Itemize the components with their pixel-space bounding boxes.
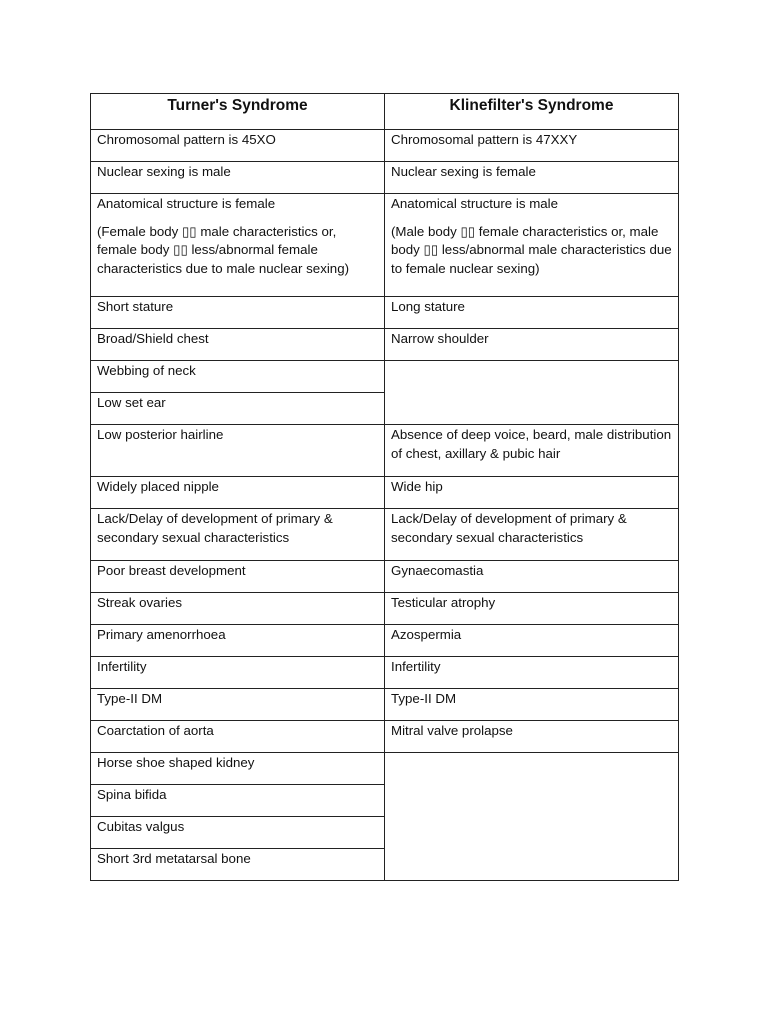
table-cell: Type-II DM: [91, 689, 385, 721]
table-row: [91, 425, 679, 477]
table-row: [91, 130, 679, 162]
table-cell: Streak ovaries: [91, 593, 385, 625]
table-row: [91, 689, 679, 721]
table-cell: Type-II DM: [385, 689, 679, 721]
table-cell: Nuclear sexing is male: [91, 162, 385, 194]
table-row: [91, 477, 679, 509]
table-cell: Webbing of neck: [91, 361, 385, 393]
table-row: [91, 361, 679, 393]
table-cell: Poor breast development: [91, 561, 385, 593]
header-klinefelters: Klinefilter's Syndrome: [385, 94, 679, 130]
table-cell: Gynaecomastia: [385, 561, 679, 593]
table-row: [91, 194, 679, 297]
table-cell: Mitral valve prolapse: [385, 721, 679, 753]
table-cell: Absence of deep voice, beard, male distribution of chest, axillary & pubic hair: [385, 425, 679, 477]
table-cell: Widely placed nipple: [91, 477, 385, 509]
table-row: [91, 593, 679, 625]
table-cell: Lack/Delay of development of primary & secondary sexual characteristics: [385, 509, 679, 561]
table-cell: Anatomical structure is male (Male body ▯▯ female characteristics or, male body ▯▯ less/abnormal male characteristics due to female nuclear sexing): [385, 194, 679, 297]
table-cell: Horse shoe shaped kidney: [91, 753, 385, 785]
cell-note: (Male body ▯▯ female characteristics or, male body ▯▯ less/abnormal male characteristics due to female nuclear sexing): [391, 223, 672, 276]
table-cell: Short stature: [91, 297, 385, 329]
table-row: [91, 329, 679, 361]
table-cell: Low posterior hairline: [91, 425, 385, 477]
table-cell: Coarctation of aorta: [91, 721, 385, 753]
table-cell-empty: [385, 361, 679, 425]
table-cell: Cubitas valgus: [91, 817, 385, 849]
table-row: [91, 753, 679, 785]
table-cell: Nuclear sexing is female: [385, 162, 679, 194]
table-row: [91, 162, 679, 194]
table-cell: Azospermia: [385, 625, 679, 657]
table-cell-empty: [385, 753, 679, 881]
table-cell: Wide hip: [385, 477, 679, 509]
table-cell: Short 3rd metatarsal bone: [91, 849, 385, 881]
cell-note: (Female body ▯▯ male characteristics or, female body ▯▯ less/abnormal female characteristics due to male nuclear sexing): [97, 223, 350, 276]
table-cell: Broad/Shield chest: [91, 329, 385, 361]
table-cell: Primary amenorrhoea: [91, 625, 385, 657]
table-cell: Testicular atrophy: [385, 593, 679, 625]
table-header-row: [91, 94, 679, 130]
table-cell: Chromosomal pattern is 47XXY: [385, 130, 679, 162]
table-cell: Long stature: [385, 297, 679, 329]
comparison-table: [90, 93, 679, 881]
table-row: [91, 561, 679, 593]
table-cell: Low set ear: [91, 393, 385, 425]
table-row: [91, 657, 679, 689]
table-cell: Narrow shoulder: [385, 329, 679, 361]
table-cell: Spina bifida: [91, 785, 385, 817]
table-cell: Infertility: [91, 657, 385, 689]
table-row: [91, 721, 679, 753]
table-row: [91, 297, 679, 329]
table-cell: Infertility: [385, 657, 679, 689]
table-cell: Anatomical structure is female (Female body ▯▯ male characteristics or, female body ▯▯ less/abnormal female characteristics due to male nuclear sexing): [91, 194, 385, 297]
table-cell: Chromosomal pattern is 45XO: [91, 130, 385, 162]
table-cell: Lack/Delay of development of primary & secondary sexual characteristics: [91, 509, 385, 561]
table-row: [91, 625, 679, 657]
table-row: [91, 509, 679, 561]
header-turners: Turner's Syndrome: [91, 94, 385, 130]
